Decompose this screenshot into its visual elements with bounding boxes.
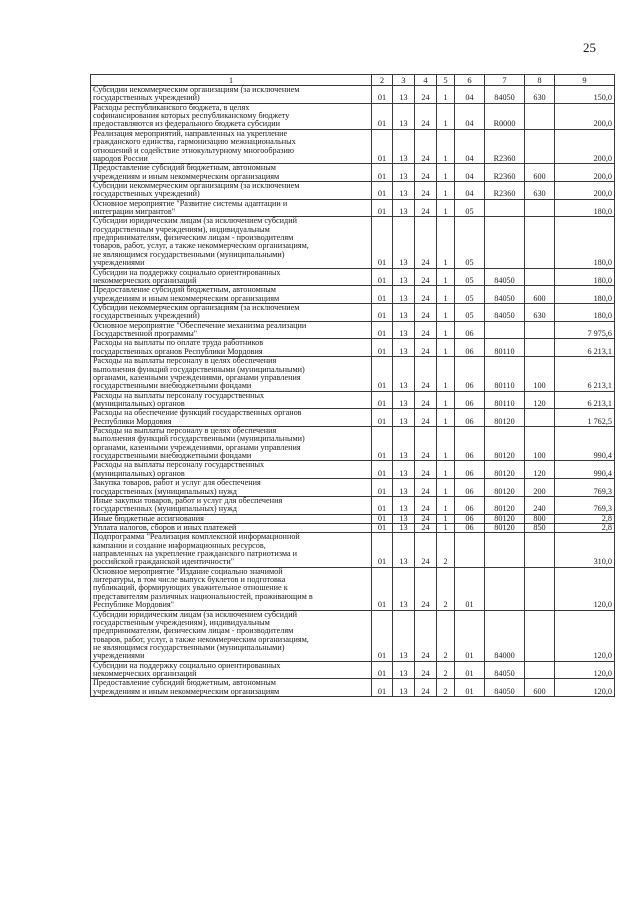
program-code: 24: [415, 129, 437, 163]
event-code: 06: [455, 339, 485, 357]
row-description: Субсидии некоммерческим организациям (за исключением государственных учреждений): [91, 303, 372, 321]
table-body: [91, 86, 615, 697]
subprogram-code: 1: [437, 321, 455, 339]
table-row: [91, 661, 615, 679]
target-code: 80120: [485, 461, 525, 479]
subsection-code: 13: [393, 199, 415, 217]
subsection-code: 13: [393, 533, 415, 567]
section-code: 01: [372, 199, 393, 217]
subprogram-code: 1: [437, 409, 455, 427]
program-code: 24: [415, 610, 437, 661]
table-row: [91, 357, 615, 391]
target-code: 84050: [485, 303, 525, 321]
subsection-code: 13: [393, 479, 415, 497]
program-code: 24: [415, 409, 437, 427]
target-code: [485, 199, 525, 217]
amount-value: 2,8: [555, 523, 615, 532]
subsection-code: 13: [393, 357, 415, 391]
column-header: 3: [393, 75, 415, 86]
subsection-code: 13: [393, 409, 415, 427]
program-code: 24: [415, 86, 437, 104]
event-code: 06: [455, 496, 485, 514]
row-description: Расходы на выплаты персоналу государственных (муниципальных) органов: [91, 461, 372, 479]
target-code: 80110: [485, 357, 525, 391]
amount-value: 200,0: [555, 181, 615, 199]
section-code: 01: [372, 461, 393, 479]
expense-type-code: 100: [525, 427, 555, 461]
subprogram-code: 1: [437, 303, 455, 321]
table-row: [91, 103, 615, 129]
column-header: 2: [372, 75, 393, 86]
expense-type-code: [525, 661, 555, 679]
table-row: [91, 86, 615, 104]
program-code: 24: [415, 427, 437, 461]
program-code: 24: [415, 286, 437, 304]
amount-value: 1 762,5: [555, 409, 615, 427]
amount-value: 180,0: [555, 199, 615, 217]
budget-table: [90, 74, 615, 697]
amount-value: 6 213,1: [555, 357, 615, 391]
subsection-code: 13: [393, 523, 415, 532]
page-number: 25: [583, 40, 596, 55]
row-description: Расходы на выплаты персоналу государственных (муниципальных) органов: [91, 391, 372, 409]
target-code: 84050: [485, 661, 525, 679]
expense-type-code: [525, 217, 555, 268]
section-code: 01: [372, 391, 393, 409]
target-code: 84050: [485, 286, 525, 304]
row-description: Реализация мероприятий, направленных на укрепление гражданского единства, гармонизацию межнациональных отношений и содействие этнокультурному многообразию народов России: [91, 129, 372, 163]
table-row: [91, 391, 615, 409]
event-code: 06: [455, 479, 485, 497]
expense-type-code: 630: [525, 303, 555, 321]
subprogram-code: 2: [437, 610, 455, 661]
program-code: 24: [415, 268, 437, 286]
subsection-code: 13: [393, 303, 415, 321]
amount-value: 769,3: [555, 496, 615, 514]
amount-value: 6 213,1: [555, 339, 615, 357]
expense-type-code: [525, 533, 555, 567]
subprogram-code: 2: [437, 567, 455, 610]
amount-value: 6 213,1: [555, 391, 615, 409]
section-code: 01: [372, 679, 393, 697]
subsection-code: 13: [393, 217, 415, 268]
amount-value: 200,0: [555, 129, 615, 163]
section-code: 01: [372, 129, 393, 163]
row-description: Расходы республиканского бюджета, в целях софинансирования которых республиканскому бюджету предоставляются из федерального бюджета субсидии: [91, 103, 372, 129]
expense-type-code: 120: [525, 461, 555, 479]
table-row: [91, 567, 615, 610]
subsection-code: 13: [393, 427, 415, 461]
table-row: [91, 610, 615, 661]
amount-value: 310,0: [555, 533, 615, 567]
subprogram-code: 1: [437, 357, 455, 391]
subprogram-code: 1: [437, 479, 455, 497]
program-code: 24: [415, 661, 437, 679]
row-description: Субсидии на поддержку социально ориентированных некоммерческих организаций: [91, 661, 372, 679]
table-row: [91, 268, 615, 286]
section-code: 01: [372, 479, 393, 497]
row-description: Основное мероприятие "Обеспечение механизма реализации Государственной программы": [91, 321, 372, 339]
target-code: [485, 217, 525, 268]
program-code: 24: [415, 514, 437, 523]
subprogram-code: 1: [437, 129, 455, 163]
expense-type-code: 630: [525, 86, 555, 104]
target-code: 84050: [485, 268, 525, 286]
section-code: 01: [372, 86, 393, 104]
target-code: [485, 567, 525, 610]
expense-type-code: [525, 339, 555, 357]
row-description: Основное мероприятие "Издание социально значимой литературы, в том числе выпуск буклетов и подготовка публикаций, формирующих уважительное отношение к представителям различных национальностей, проживающим в Республике Мордовия": [91, 567, 372, 610]
target-code: 80120: [485, 514, 525, 523]
amount-value: 200,0: [555, 164, 615, 182]
target-code: R0000: [485, 103, 525, 129]
subsection-code: 13: [393, 567, 415, 610]
table-row: [91, 533, 615, 567]
column-header: 1: [91, 75, 372, 86]
section-code: 01: [372, 357, 393, 391]
event-code: 06: [455, 357, 485, 391]
subprogram-code: 1: [437, 86, 455, 104]
expense-type-code: [525, 321, 555, 339]
row-description: Субсидии некоммерческим организациям (за исключением государственных учреждений): [91, 86, 372, 104]
section-code: 01: [372, 567, 393, 610]
section-code: 01: [372, 268, 393, 286]
program-code: 24: [415, 164, 437, 182]
section-code: 01: [372, 427, 393, 461]
subprogram-code: 2: [437, 679, 455, 697]
amount-value: 180,0: [555, 268, 615, 286]
row-description: Расходы на выплаты по оплате труда работников государственных органов Республики Мордовия: [91, 339, 372, 357]
expense-type-code: [525, 409, 555, 427]
subsection-code: 13: [393, 679, 415, 697]
target-code: [485, 321, 525, 339]
event-code: 06: [455, 427, 485, 461]
amount-value: 150,0: [555, 86, 615, 104]
amount-value: 180,0: [555, 217, 615, 268]
program-code: 24: [415, 181, 437, 199]
subprogram-code: 1: [437, 286, 455, 304]
expense-type-code: [525, 199, 555, 217]
amount-value: 990,4: [555, 461, 615, 479]
column-header: 4: [415, 75, 437, 86]
table-row: [91, 164, 615, 182]
row-description: Иные закупки товаров, работ и услуг для обеспечения государственных (муниципальных) нужд: [91, 496, 372, 514]
event-code: 05: [455, 268, 485, 286]
subsection-code: 13: [393, 86, 415, 104]
table-row: [91, 199, 615, 217]
table-row: [91, 321, 615, 339]
event-code: 06: [455, 409, 485, 427]
row-description: Предоставление субсидий бюджетным, автономным учреждениям и иным некоммерческим организациям: [91, 286, 372, 304]
table-row: [91, 514, 615, 523]
table-row: [91, 427, 615, 461]
column-header: 6: [455, 75, 485, 86]
table-row: [91, 339, 615, 357]
event-code: [455, 533, 485, 567]
section-code: 01: [372, 303, 393, 321]
expense-type-code: [525, 129, 555, 163]
column-header: 8: [525, 75, 555, 86]
table-header-row: [91, 75, 615, 86]
target-code: 84050: [485, 86, 525, 104]
subprogram-code: 1: [437, 461, 455, 479]
amount-value: 200,0: [555, 103, 615, 129]
subsection-code: 13: [393, 103, 415, 129]
expense-type-code: 600: [525, 679, 555, 697]
section-code: 01: [372, 164, 393, 182]
target-code: 80110: [485, 339, 525, 357]
event-code: 05: [455, 303, 485, 321]
table-row: [91, 461, 615, 479]
subprogram-code: 1: [437, 181, 455, 199]
program-code: 24: [415, 461, 437, 479]
amount-value: 120,0: [555, 661, 615, 679]
expense-type-code: 100: [525, 357, 555, 391]
row-description: Расходы на выплаты персоналу в целях обеспечения выполнения функций государственными (муниципальными) органами, казенными учреждениями, органами управления государственными внебюджетными фондами: [91, 357, 372, 391]
subprogram-code: 1: [437, 103, 455, 129]
target-code: R2360: [485, 164, 525, 182]
target-code: R2360: [485, 129, 525, 163]
event-code: 04: [455, 103, 485, 129]
event-code: 04: [455, 129, 485, 163]
section-code: 01: [372, 514, 393, 523]
expense-type-code: [525, 103, 555, 129]
row-description: Субсидии юридическим лицам (за исключением субсидий государственным учреждениям), индивидуальным предпринимателям, физическим лицам - производителям товаров, работ, услуг, а также некоммерческим организациям, не являющимся государственными (муниципальными) учреждениями: [91, 217, 372, 268]
event-code: 06: [455, 514, 485, 523]
column-header: 5: [437, 75, 455, 86]
column-header: 9: [555, 75, 615, 86]
subsection-code: 13: [393, 181, 415, 199]
subsection-code: 13: [393, 391, 415, 409]
expense-type-code: 800: [525, 514, 555, 523]
program-code: 24: [415, 199, 437, 217]
event-code: 06: [455, 461, 485, 479]
event-code: 01: [455, 610, 485, 661]
subprogram-code: 1: [437, 217, 455, 268]
table-row: [91, 523, 615, 532]
row-description: Субсидии некоммерческим организациям (за исключением государственных учреждений): [91, 181, 372, 199]
row-description: Субсидии юридическим лицам (за исключением субсидий государственным учреждениям), индивидуальным предпринимателям, физическим лицам - производителям товаров, работ, услуг, а также некоммерческим организациям, не являющимся государственными (муниципальными) учреждениями: [91, 610, 372, 661]
target-code: 84000: [485, 610, 525, 661]
amount-value: 120,0: [555, 610, 615, 661]
row-description: Основное мероприятие "Развитие системы адаптации и интеграции мигрантов": [91, 199, 372, 217]
table-row: [91, 496, 615, 514]
subprogram-code: 1: [437, 391, 455, 409]
subprogram-code: 1: [437, 496, 455, 514]
subprogram-code: 2: [437, 661, 455, 679]
event-code: 04: [455, 181, 485, 199]
target-code: 80120: [485, 496, 525, 514]
subsection-code: 13: [393, 661, 415, 679]
program-code: 24: [415, 496, 437, 514]
amount-value: 769,3: [555, 479, 615, 497]
target-code: 80120: [485, 427, 525, 461]
target-code: R2360: [485, 181, 525, 199]
section-code: 01: [372, 533, 393, 567]
target-code: 80120: [485, 409, 525, 427]
table-row: [91, 479, 615, 497]
expense-type-code: 630: [525, 181, 555, 199]
event-code: 01: [455, 567, 485, 610]
subsection-code: 13: [393, 610, 415, 661]
subprogram-code: 1: [437, 339, 455, 357]
subsection-code: 13: [393, 164, 415, 182]
amount-value: 2,8: [555, 514, 615, 523]
program-code: 24: [415, 103, 437, 129]
table-row: [91, 129, 615, 163]
row-description: Подпрограмма "Реализация комплексной информационной кампании и создание информационных ресурсов, направленных на укрепление гражданского патриотизма и российской гражданской идентичности": [91, 533, 372, 567]
subprogram-code: 1: [437, 268, 455, 286]
row-description: Закупка товаров, работ и услуг для обеспечения государственных (муниципальных) нужд: [91, 479, 372, 497]
table-row: [91, 303, 615, 321]
subsection-code: 13: [393, 321, 415, 339]
expense-type-code: 240: [525, 496, 555, 514]
subsection-code: 13: [393, 268, 415, 286]
event-code: 04: [455, 86, 485, 104]
subprogram-code: 1: [437, 199, 455, 217]
program-code: 24: [415, 523, 437, 532]
event-code: 05: [455, 199, 485, 217]
expense-type-code: [525, 567, 555, 610]
subsection-code: 13: [393, 496, 415, 514]
section-code: 01: [372, 181, 393, 199]
row-description: Уплата налогов, сборов и иных платежей: [91, 523, 372, 532]
subsection-code: 13: [393, 129, 415, 163]
subsection-code: 13: [393, 286, 415, 304]
section-code: 01: [372, 523, 393, 532]
row-description: Субсидии на поддержку социально ориентированных некоммерческих организаций: [91, 268, 372, 286]
section-code: 01: [372, 217, 393, 268]
program-code: 24: [415, 303, 437, 321]
section-code: 01: [372, 496, 393, 514]
amount-value: 990,4: [555, 427, 615, 461]
event-code: 06: [455, 391, 485, 409]
section-code: 01: [372, 661, 393, 679]
amount-value: 120,0: [555, 679, 615, 697]
row-description: Иные бюджетные ассигнования: [91, 514, 372, 523]
section-code: 01: [372, 321, 393, 339]
expense-type-code: [525, 610, 555, 661]
target-code: 84050: [485, 679, 525, 697]
section-code: 01: [372, 103, 393, 129]
target-code: 80120: [485, 523, 525, 532]
subsection-code: 13: [393, 339, 415, 357]
subsection-code: 13: [393, 461, 415, 479]
subprogram-code: 1: [437, 514, 455, 523]
row-description: Предоставление субсидий бюджетным, автономным учреждениям и иным некоммерческим организациям: [91, 679, 372, 697]
subsection-code: 13: [393, 514, 415, 523]
table-row: [91, 286, 615, 304]
amount-value: 180,0: [555, 286, 615, 304]
event-code: 01: [455, 679, 485, 697]
expense-type-code: 850: [525, 523, 555, 532]
table-row: [91, 679, 615, 697]
column-header: 7: [485, 75, 525, 86]
amount-value: 120,0: [555, 567, 615, 610]
event-code: 05: [455, 286, 485, 304]
table-row: [91, 181, 615, 199]
program-code: 24: [415, 357, 437, 391]
event-code: 06: [455, 523, 485, 532]
subprogram-code: 1: [437, 523, 455, 532]
program-code: 24: [415, 391, 437, 409]
expense-type-code: 120: [525, 391, 555, 409]
section-code: 01: [372, 409, 393, 427]
target-code: 80110: [485, 391, 525, 409]
row-description: Расходы на обеспечение функций государственных органов Республики Мордовия: [91, 409, 372, 427]
event-code: 06: [455, 321, 485, 339]
subprogram-code: 2: [437, 533, 455, 567]
program-code: 24: [415, 567, 437, 610]
program-code: 24: [415, 321, 437, 339]
subprogram-code: 1: [437, 427, 455, 461]
target-code: [485, 533, 525, 567]
program-code: 24: [415, 679, 437, 697]
event-code: 05: [455, 217, 485, 268]
subprogram-code: 1: [437, 164, 455, 182]
program-code: 24: [415, 217, 437, 268]
expense-type-code: 600: [525, 164, 555, 182]
program-code: 24: [415, 533, 437, 567]
event-code: 01: [455, 661, 485, 679]
event-code: 04: [455, 164, 485, 182]
target-code: 80120: [485, 479, 525, 497]
row-description: Предоставление субсидий бюджетным, автономным учреждениям и иным некоммерческим организациям: [91, 164, 372, 182]
expense-type-code: [525, 268, 555, 286]
section-code: 01: [372, 286, 393, 304]
row-description: Расходы на выплаты персоналу в целях обеспечения выполнения функций государственными (муниципальными) органами, казенными учреждениями, органами управления государственными внебюджетными фондами: [91, 427, 372, 461]
expense-type-code: 600: [525, 286, 555, 304]
table-row: [91, 409, 615, 427]
program-code: 24: [415, 339, 437, 357]
expense-type-code: 200: [525, 479, 555, 497]
section-code: 01: [372, 339, 393, 357]
table-row: [91, 217, 615, 268]
section-code: 01: [372, 610, 393, 661]
amount-value: 7 975,6: [555, 321, 615, 339]
amount-value: 180,0: [555, 303, 615, 321]
program-code: 24: [415, 479, 437, 497]
